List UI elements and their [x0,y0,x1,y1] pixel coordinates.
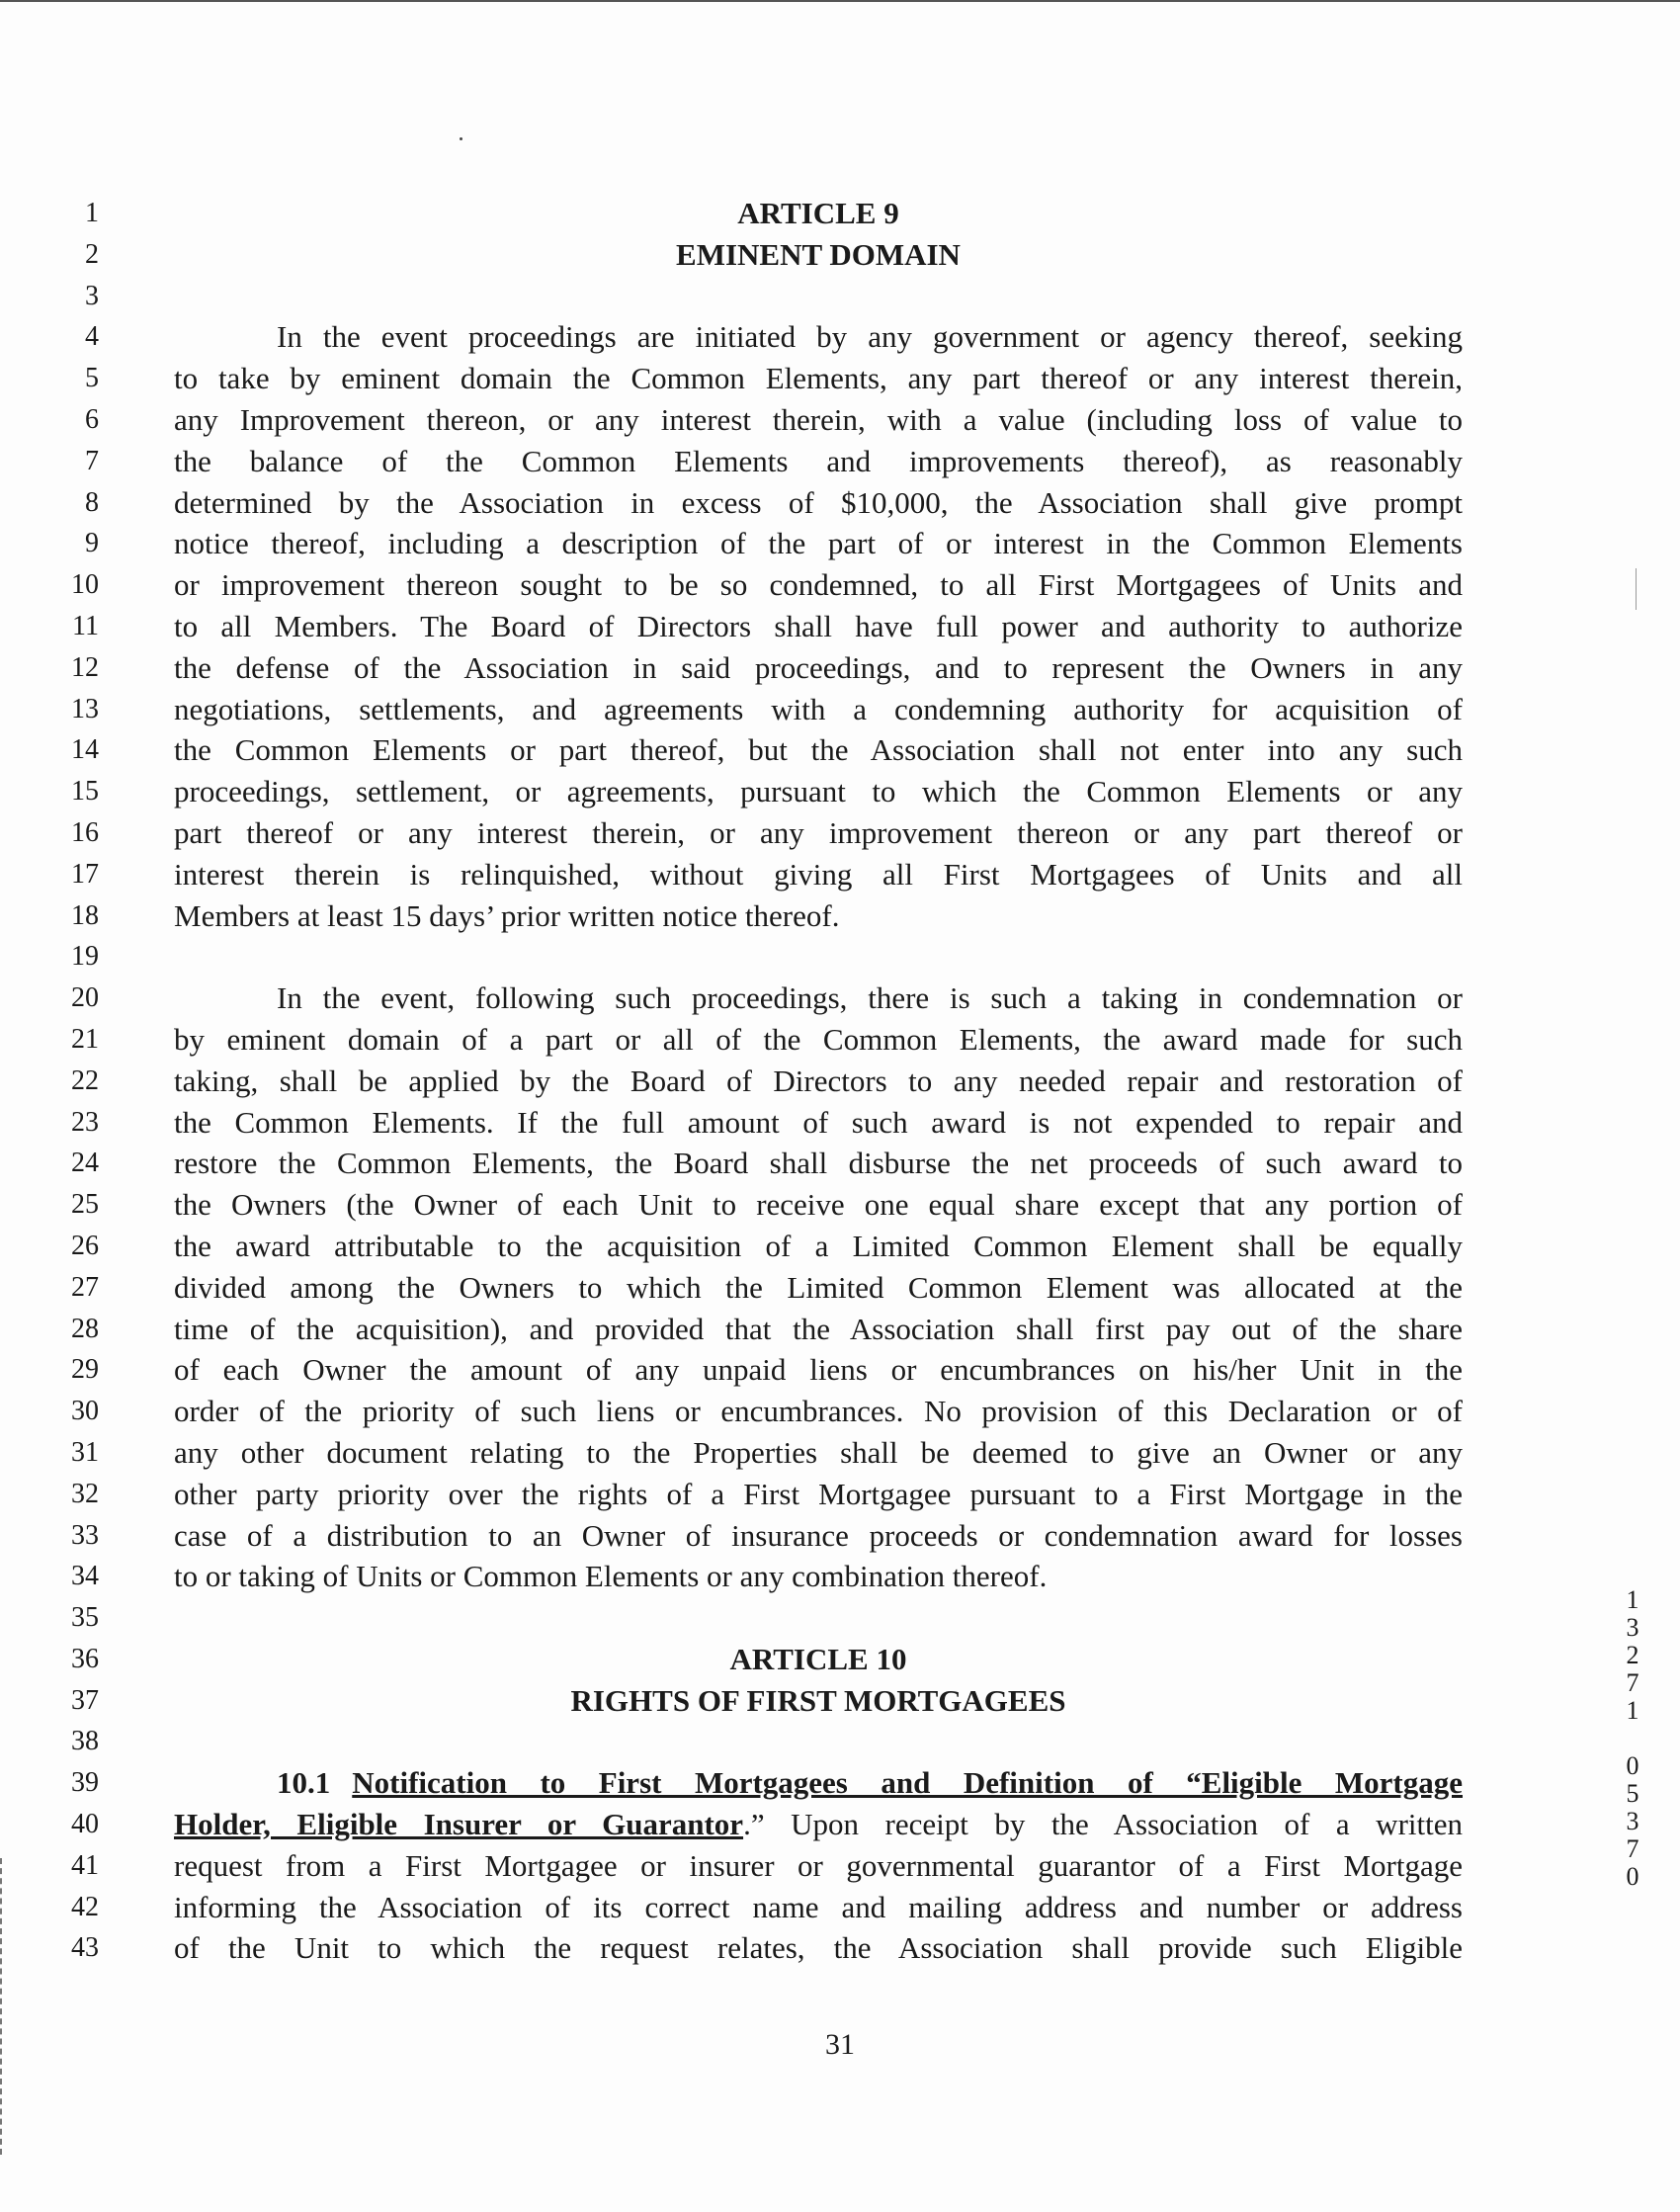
line-number: 24 [71,1148,99,1179]
stamp-digit: 0 [1626,1751,1639,1780]
line-number: 21 [71,1023,99,1055]
line-number: 25 [71,1189,99,1221]
line-number: 41 [71,1849,99,1881]
line-number: 13 [71,693,99,724]
article-9-paragraph-1 [174,316,1463,936]
stamp-digit: 1 [1626,1585,1639,1614]
blank-line [174,936,1463,978]
line-number: 11 [72,610,99,641]
line-number: 7 [85,445,99,476]
paragraph-line: other party priority over the rights of a First Mortgagee pursuant to a First Mortgage in the [174,1476,1463,1511]
stamp-digit: 5 [1626,1779,1639,1808]
line-number: 16 [71,816,99,848]
paragraph-line: to or taking of Units or Common Elements or any combination thereof. [174,1559,1048,1594]
scan-top-border [0,0,1680,2]
article-9-paragraph-2 [174,978,1463,1597]
scan-left-edge [0,1858,4,2155]
line-number: 8 [85,486,99,518]
stamp-digit: 7 [1626,1668,1639,1697]
paragraph-line: the Owners (the Owner of each Unit to receive one equal share except that any portion of [174,1187,1463,1223]
line-number: 38 [71,1726,99,1757]
line-number: 42 [71,1891,99,1922]
line-number: 33 [71,1519,99,1551]
blank-line [174,1597,1463,1639]
section-body-line: request from a First Mortgagee or insurer or governmental guarantor of a First Mortgage [174,1847,1463,1883]
line-number: 27 [71,1271,99,1303]
line-number-gutter [40,193,99,1969]
line-number: 17 [71,858,99,890]
paragraph-line: notice thereof, including a description of the part of or interest in the Common Elements [174,526,1463,561]
section-body-line: of the Unit to which the request relates, the Association shall provide such Eligible [174,1930,1463,1966]
paragraph-line: to all Members. The Board of Directors shall have full power and authority to authorize [174,608,1463,643]
paragraph-line: of each Owner the amount of any unpaid liens or encumbrances on his/her Unit in the [174,1352,1463,1388]
section-10-1-title-line-2 [174,1804,1463,1845]
paragraph-line: Members at least 15 days’ prior written notice thereof. [174,897,840,933]
line-number: 31 [71,1436,99,1468]
line-number: 32 [71,1478,99,1509]
paragraph-line: time of the acquisition), and provided that the Association shall first pay out of the share [174,1311,1463,1346]
paragraph-line: order of the priority of such liens or encumbrances. No provision of this Declaration or of [174,1394,1463,1429]
line-number: 30 [71,1396,99,1427]
line-number: 23 [71,1106,99,1138]
article-9-title: EMINENT DOMAIN [676,236,961,272]
line-number: 28 [71,1313,99,1344]
paragraph-line: the award attributable to the acquisition of a Limited Common Element shall be equally [174,1228,1463,1263]
section-body-line: informing the Association of its correct name and mailing address and number or address [174,1889,1463,1924]
paragraph-line: or improvement thereon sought to be so condemned, to all First Mortgagees of Units and [174,567,1463,603]
line-number: 12 [71,651,99,683]
paragraph-line: to take by eminent domain the Common Elements, any part thereof or any interest therein, [174,361,1463,396]
line-number: 15 [71,776,99,808]
paragraph-line: the balance of the Common Elements and improvements thereof), as reasonably [174,443,1463,478]
scan-margin-mark [1636,568,1637,610]
paragraph-line: In the event, following such proceedings, there is such a taking in condemnation or [277,980,1463,1016]
blank-line [174,1721,1463,1762]
paragraph-line: proceedings, settlement, or agreements, pursuant to which the Common Elements or any [174,774,1463,809]
scan-speck [460,137,462,140]
line-number: 40 [71,1809,99,1840]
line-number: 14 [71,734,99,766]
line-number: 2 [85,238,99,270]
paragraph-line: by eminent domain of a part or all of the Common Elements, the award made for such [174,1021,1463,1057]
line-number: 35 [71,1602,99,1634]
line-number: 1 [85,198,99,228]
article-9-heading: ARTICLE 9 [737,196,899,230]
paragraph-line: taking, shall be applied by the Board of Directors to any needed repair and restoration of [174,1063,1463,1098]
paragraph-line: part thereof or any interest therein, or any improvement thereon or any part thereof or [174,814,1463,850]
stamp-digit: 3 [1626,1807,1639,1835]
section-title: Notification to First Mortgagees and Definition of “Eligible Mortgage [352,1765,1463,1801]
line-number: 9 [85,528,99,559]
line-number: 43 [71,1932,99,1964]
line-number: 37 [71,1684,99,1716]
stamp-digit: 7 [1626,1834,1639,1863]
paragraph-line: the Common Elements or part thereof, but the Association shall not enter into any such [174,732,1463,768]
paragraph-line: case of a distribution to an Owner of insurance proceeds or condemnation award for losses [174,1517,1463,1553]
line-number: 3 [85,280,99,311]
line-number: 6 [85,403,99,435]
line-number: 36 [71,1643,99,1674]
section-body-start: .” Upon receipt by the Association of a written [743,1807,1463,1842]
line-number: 5 [85,363,99,394]
article-10-heading: ARTICLE 10 [729,1641,907,1676]
line-number: 20 [71,982,99,1014]
paragraph-line: restore the Common Elements, the Board shall disburse the net proceeds of such award to [174,1146,1463,1181]
line-number: 18 [71,899,99,931]
paragraph-line: In the event proceedings are initiated by any government or agency thereof, seeking [277,319,1463,355]
stamp-digit: 3 [1626,1613,1639,1642]
paragraph-line: any Improvement thereon, or any interest therein, with a value (including loss of value to [174,401,1463,437]
page-number: 31 [825,2028,855,2061]
article-10-title: RIGHTS OF FIRST MORTGAGEES [570,1682,1066,1718]
line-number: 29 [71,1354,99,1386]
stamp-digit: 1 [1626,1696,1639,1725]
document-body [174,193,1463,1969]
paragraph-line: the Common Elements. If the full amount of such award is not expended to repair and [174,1104,1463,1140]
line-number: 26 [71,1230,99,1261]
paragraph-line: negotiations, settlements, and agreements with a condemning authority for acquisition of [174,691,1463,726]
paragraph-line: any other document relating to the Properties shall be deemed to give an Owner or any [174,1434,1463,1470]
paragraph-line: determined by the Association in excess of $10,000, the Association shall give prompt [174,484,1463,520]
line-number: 4 [85,321,99,353]
section-10-1-body [174,1845,1463,1969]
blank-line [174,276,1463,317]
paragraph-line: the defense of the Association in said proceedings, and to represent the Owners in any [174,649,1463,685]
line-number: 39 [71,1767,99,1799]
stamp-digit: 0 [1626,1862,1639,1891]
line-number: 19 [71,941,99,973]
line-number: 22 [71,1064,99,1096]
recording-number-stamp [1621,1586,1644,1891]
line-number: 10 [71,569,99,601]
section-title-continued: Holder, Eligible Insurer or Guarantor [174,1807,744,1842]
paragraph-line: divided among the Owners to which the Limited Common Element was allocated at the [174,1269,1463,1305]
line-number: 34 [71,1561,99,1592]
section-10-1-title-line [174,1762,1463,1804]
paragraph-line: interest therein is relinquished, without giving all First Mortgagees of Units and all [174,856,1463,892]
stamp-digit: 2 [1626,1641,1639,1669]
section-number: 10.1 [277,1765,331,1801]
